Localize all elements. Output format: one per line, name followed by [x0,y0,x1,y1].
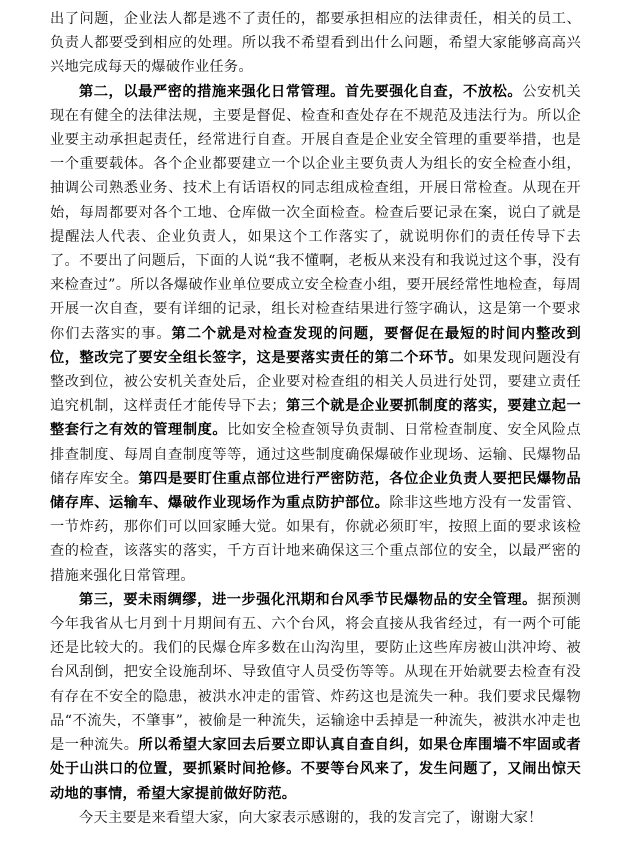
paragraph-section-three [50,588,581,806]
emphasis-text: 第四是要盯住重点部位进行严密防范，各位企业负责人要把民爆物品储存库、运输车、爆破作业现场作为重点防护部位。 [50,470,581,512]
emphasis-text: 第二个就是对检查发现的问题，要督促在最短的时间内整改到位，整改完了要安全组长签字，这是要落实责任的第二个环节。 [50,325,581,366]
paragraph-text: 据预测今年我省从七月到十月期间有五、六个台风，将会直接从我省经过，有一两个可能还是比较大的。我们的民爆仓库多数在山沟沟里，要防止这些库房被山洪冲垮、被台风刮倒，把安全设施刮坏、导致值守人员受伤等等。从现在开始就要去检查有没有存在不安全的隐患，被洪水冲走的雷管、炸药这也是流失一种。我们要求民爆物品“不流失，不肇事”，被偷是一种流失，运输途中丢掉是一种流失，被洪水冲走也是一种流失。 [50,591,581,754]
paragraph-text: 公安机关现在有健全的法律法规，主要是督促、检查和查处存在不规范及违法行为。所以企业要主动承担起责任，经常进行自查。开展自查是企业安全管理的重要举措，也是一个重要载体。各个企业都要建立一个以企业主要负责人为组长的安全检查小组，抽调公司熟悉业务、技术上有话语权的同志组成检查组，开展日常检查。从现在开始，每周都要对各个工地、仓库做一次全面检查。检查后要记录在案，说白了就是提醒法人代表、企业负责人，如果这个工作落实了，就说明你们的责任传导下去了。不要出了问题后，下面的人说“我不懂啊，老板从来没有和我说过这个事，没有来检查过”。所以各爆破作业单位要成立安全检查小组，要开展经常性地检查，每周开展一次自查，要有详细的记录，组长对检查结果进行签字确认，这是第一个要求你们去落实的事。 [50,83,581,342]
paragraph-section-two [50,80,581,588]
paragraph-text: 比如安全检查领导负责制、日常检查制度、安全风险点排查制度、每周自查制度等等，通过这些制度确保爆破作业现场、运输、民爆物品储存库安全。 [50,422,581,487]
section-three-heading: 第三，要未雨绸缪，进一步强化汛期和台风季节民爆物品的安全管理。 [79,591,537,608]
paragraph-text: 出了问题，企业法人都是逃不了责任的，都要承担相应的法律责任，相关的员工、负责人都要受到相应的处理。所以我不希望看到出什么问题，希望大家能够高高兴兴地完成每天的爆破作业任务。 [50,11,581,76]
paragraph-intro-continuation [50,7,581,80]
emphasis-text: 第三个就是企业要抓制度的落实，要建立起一整套行之有效的管理制度。 [50,398,581,439]
paragraph-text: 除非这些地方没有一发雷管、一节炸药，那你们可以回家睡大觉。如果有，你就必须盯牢，按照上面的要求该检查的检查，该落实的落实，千方百计地来确保这三个重点部位的安全，以最严密的措施来强化日常管理。 [50,495,581,584]
emphasis-text: 所以希望大家回去后要立即认真自查自纠，如果仓库围墙不牢固或者处于山洪口的位置，要抓紧时间抢修。不要等台风来了，发生问题了，又闹出惊天动地的事情，希望大家提前做好防范。 [50,737,581,802]
closing-remark: 今天主要是来看望大家，向大家表示感谢的，我的发言完了，谢谢大家！ [79,809,543,826]
paragraph-closing [50,806,581,830]
paragraph-text: 如果发现问题没有整改到位，被公安机关查处后，企业要对检查组的相关人员进行处罚，要建立责任追究机制，这样责任才能传导下去； [50,349,581,415]
section-two-heading: 第二，以最严密的措施来强化日常管理。首先要强化自查，不放松。 [79,83,523,100]
